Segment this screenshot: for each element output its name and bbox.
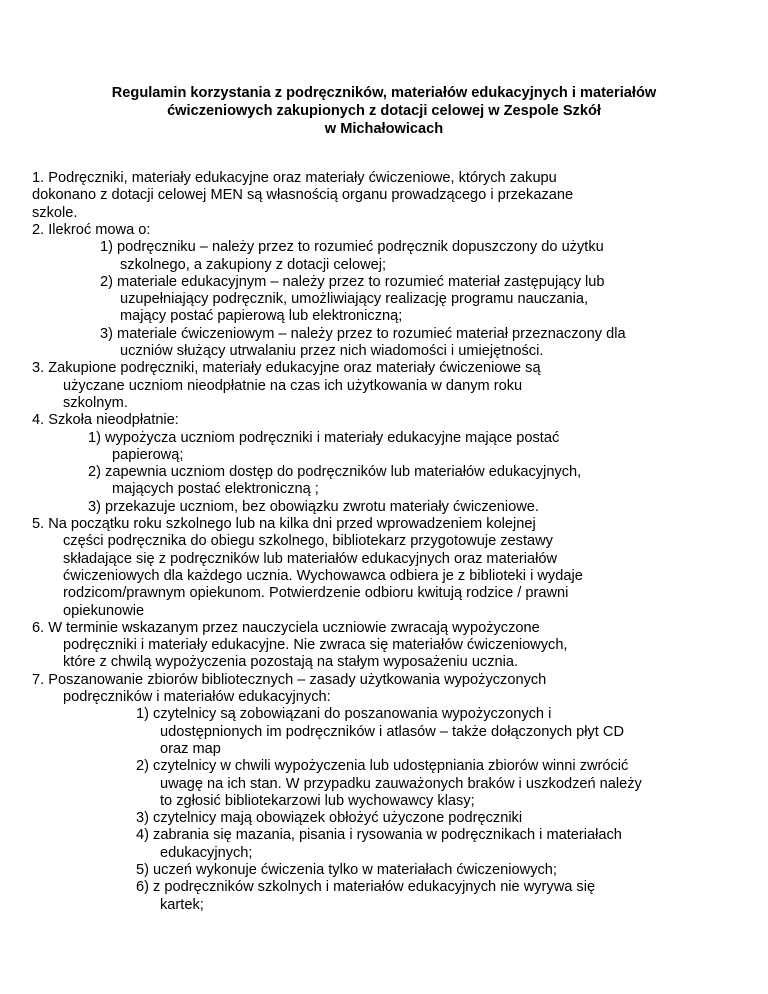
text-line: mający postać papierową lub elektroniczną; [120, 308, 403, 325]
document-title [60, 84, 708, 138]
text-line: ćwiczeniowych dla każdego ucznia. Wychowawca odbiera je z biblioteki i wydaje [63, 567, 583, 584]
text-line: 4) zabrania się mazania, pisania i rysowania w podręcznikach i materiałach [136, 827, 622, 844]
text-line: części podręcznika do obiegu szkolnego, bibliotekarz przygotowuje zestawy [63, 533, 553, 550]
text-line: 3. Zakupione podręczniki, materiały edukacyjne oraz materiały ćwiczeniowe są [32, 360, 541, 377]
text-line: 1) wypożycza uczniom podręczniki i materiały edukacyjne mające postać [88, 429, 560, 446]
text-line: kartek; [160, 896, 204, 913]
text-line: 3) czytelnicy mają obowiązek obłożyć użyczone podręczniki [136, 810, 523, 827]
text-line: szkolnego, a zakupiony z dotacji celowej; [120, 256, 387, 273]
text-line: które z chwilą wypożyczenia pozostają na stałym wyposażeniu ucznia. [63, 654, 519, 671]
text-line: 7. Poszanowanie zbiorów bibliotecznych – zasady użytkowania wypożyczonych [32, 671, 547, 688]
text-line: szkole. [32, 204, 78, 221]
text-line: papierową; [112, 446, 184, 463]
text-line: edukacyjnych; [160, 844, 253, 861]
text-line: dokonano z dotacji celowej MEN są własnością organu prowadzącego i przekazane [32, 187, 574, 204]
title-line-1: Regulamin korzystania z podręczników, materiałów edukacyjnych i materiałów [111, 85, 657, 101]
text-line: 2) materiale edukacyjnym – należy przez to rozumieć materiał zastępujący lub [100, 273, 605, 290]
text-line: składające się z podręczników lub materiałów edukacyjnych oraz materiałów [63, 550, 557, 567]
text-line: 4. Szkoła nieodpłatnie: [32, 412, 179, 429]
text-line: podręczników i materiałów edukacyjnych: [63, 689, 331, 705]
text-line: 2. Ilekroć mowa o: [32, 221, 151, 238]
text-line: rodzicom/prawnym opiekunom. Potwierdzenie odbioru kwitują rodzice / prawni [63, 585, 569, 602]
text-line: 5) uczeń wykonuje ćwiczenia tylko w materiałach ćwiczeniowych; [136, 862, 557, 878]
text-line: 2) czytelnicy w chwili wypożyczenia lub udostępniania zbiorów winni zwrócić [136, 758, 629, 775]
text-line: mających postać elektroniczną ; [112, 481, 319, 498]
text-line: 1. Podręczniki, materiały edukacyjne oraz materiały ćwiczeniowe, których zakupu [32, 170, 557, 186]
text-line: uczniów służący utrwalaniu przez nich wiadomości i umiejętności. [120, 343, 544, 359]
text-line: szkolnym. [63, 394, 128, 411]
text-line: 6) z podręczników szkolnych i materiałów edukacyjnych nie wyrywa się [136, 879, 596, 896]
text-line: 5. Na początku roku szkolnego lub na kilka dni przed wprowadzeniem kolejnej [32, 516, 536, 532]
text-line: 1) czytelnicy są zobowiązani do poszanowania wypożyczonych i [136, 706, 552, 723]
text-line: podręczniki i materiały edukacyjne. Nie zwraca się materiałów ćwiczeniowych, [63, 637, 568, 654]
text-line: udostępnionych im podręczników i atlasów – także dołączonych płyt CD [160, 723, 624, 740]
text-line: 1) podręczniku – należy przez to rozumieć podręcznik dopuszczony do użytku [100, 239, 604, 256]
text-line: to zgłosić bibliotekarzowi lub wychowawcy klasy; [160, 792, 475, 809]
text-line: uwagę na ich stan. W przypadku zauważonych braków i uszkodzeń należy [160, 775, 642, 792]
text-line: 3) materiale ćwiczeniowym – należy przez to rozumieć materiał przeznaczony dla [100, 325, 626, 342]
text-line: opiekunowie [63, 602, 145, 619]
text-line: 3) przekazuje uczniom, bez obowiązku zwrotu materiały ćwiczeniowe. [88, 498, 539, 515]
text-line: oraz map [160, 740, 221, 757]
text-line: 2) zapewnia uczniom dostęp do podręczników lub materiałów edukacyjnych, [88, 464, 582, 481]
text-line: 6. W terminie wskazanym przez nauczyciela uczniowie zwracają wypożyczone [32, 619, 540, 636]
text-line: użyczane uczniom nieodpłatnie na czas ich użytkowania w danym roku [63, 377, 523, 394]
title-line-3: w Michałowicach [324, 121, 444, 137]
title-line-2: ćwiczeniowych zakupionych z dotacji celowej w Zespole Szkół [167, 103, 601, 119]
text-line: uzupełniający podręcznik, umożliwiający realizację programu nauczania, [120, 291, 589, 308]
